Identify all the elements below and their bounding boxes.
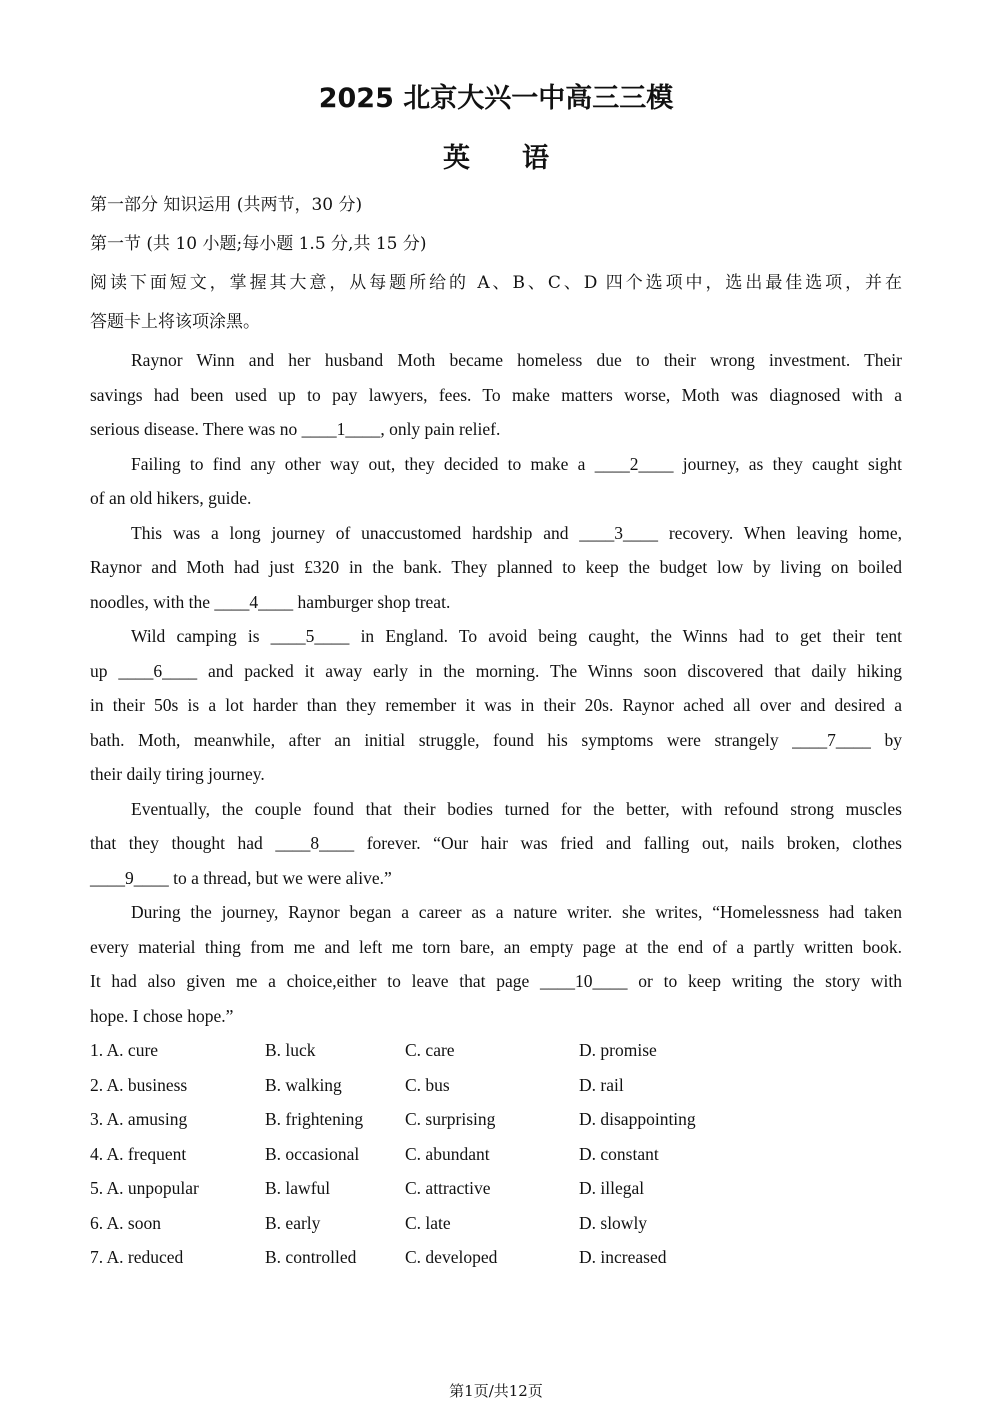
passage-line: Raynor and Moth had just £320 in the bank. They planned to keep the budget low by living on boiled bbox=[90, 557, 902, 577]
passage-line: every material thing from me and left me torn bare, an empty page at the end of a partly written book. bbox=[90, 937, 902, 957]
option-a: 5. A. unpopular bbox=[90, 1178, 199, 1198]
question-7-options bbox=[90, 1245, 902, 1269]
question-4-options bbox=[90, 1142, 902, 1166]
passage-line: up ____6____ and packed it away early in the morning. The Winns soon discovered that daily hiking bbox=[90, 661, 902, 681]
option-d: D. disappointing bbox=[579, 1109, 696, 1129]
question-3-options bbox=[90, 1107, 902, 1131]
page-number: 第1页/共12页 bbox=[449, 1382, 543, 1400]
option-a: 2. A. business bbox=[90, 1075, 188, 1095]
option-c: C. late bbox=[405, 1213, 451, 1233]
directions-line-1: 阅读下面短文，掌握其大意，从每题所给的 A、B、C、D 四个选项中，选出最佳选项，并在 bbox=[90, 273, 902, 293]
option-c: C. care bbox=[405, 1040, 455, 1060]
question-1-options bbox=[90, 1038, 902, 1062]
option-c: C. developed bbox=[405, 1247, 498, 1267]
passage-line: Eventually, the couple found that their bodies turned for the better, with refound strong muscles bbox=[131, 799, 902, 819]
question-5-options bbox=[90, 1176, 902, 1200]
option-c: C. bus bbox=[405, 1075, 450, 1095]
passage-line: Failing to find any other way out, they decided to make a ____2____ journey, as they caught sight bbox=[131, 454, 902, 474]
question-2-options bbox=[90, 1073, 902, 1097]
option-d: D. rail bbox=[579, 1075, 624, 1095]
passage-line: of an old hikers, guide. bbox=[90, 488, 252, 508]
option-c: C. surprising bbox=[405, 1109, 496, 1129]
passage-line: noodles, with the ____4____ hamburger shop treat. bbox=[90, 592, 451, 612]
option-c: C. attractive bbox=[405, 1178, 491, 1198]
directions-line-2: 答题卡上将该项涂黑。 bbox=[90, 312, 260, 332]
passage-line: ____9____ to a thread, but we were alive.” bbox=[90, 868, 392, 888]
option-a: 4. A. frequent bbox=[90, 1144, 187, 1164]
option-b: B. luck bbox=[265, 1040, 316, 1060]
passage-line: their daily tiring journey. bbox=[90, 764, 265, 784]
option-c: C. abundant bbox=[405, 1144, 490, 1164]
passage-line: It had also given me a choice,either to leave that page ____10____ or to keep writing the story with bbox=[90, 971, 902, 991]
option-d: D. slowly bbox=[579, 1213, 648, 1233]
section-heading: 第一节 (共 10 小题;每小题 1.5 分,共 15 分) bbox=[90, 234, 427, 254]
question-6-options bbox=[90, 1211, 902, 1235]
passage-line: savings had been used up to pay lawyers, fees. To make matters worse, Moth was diagnosed with a bbox=[90, 385, 902, 405]
option-b: B. early bbox=[265, 1213, 321, 1233]
option-d: D. constant bbox=[579, 1144, 659, 1164]
passage-line: in their 50s is a lot harder than they remember it was in their 20s. Raynor ached all over and desired a bbox=[90, 695, 902, 715]
subject-title: 英语 bbox=[443, 143, 601, 174]
passage-line: During the journey, Raynor began a career as a nature writer. she writes, “Homelessness had taken bbox=[131, 902, 902, 922]
option-d: D. promise bbox=[579, 1040, 657, 1060]
passage-line: bath. Moth, meanwhile, after an initial struggle, found his symptoms were strangely ____7____ by bbox=[90, 730, 902, 750]
part-heading: 第一部分 知识运用 (共两节，30 分) bbox=[90, 195, 363, 215]
option-b: B. walking bbox=[265, 1075, 342, 1095]
passage-line: serious disease. There was no ____1____, only pain relief. bbox=[90, 419, 501, 439]
option-a: 3. A. amusing bbox=[90, 1109, 188, 1129]
option-b: B. controlled bbox=[265, 1247, 357, 1267]
passage-line: This was a long journey of unaccustomed hardship and ____3____ recovery. When leaving home, bbox=[131, 523, 902, 543]
option-d: D. increased bbox=[579, 1247, 667, 1267]
option-b: B. occasional bbox=[265, 1144, 360, 1164]
option-a: 6. A. soon bbox=[90, 1213, 161, 1233]
option-d: D. illegal bbox=[579, 1178, 645, 1198]
option-b: B. lawful bbox=[265, 1178, 331, 1198]
passage-line: Wild camping is ____5____ in England. To avoid being caught, the Winns had to get their tent bbox=[131, 626, 902, 646]
passage-line: that they thought had ____8____ forever. “Our hair was fried and falling out, nails broken, clothes bbox=[90, 833, 902, 853]
option-a: 1. A. cure bbox=[90, 1040, 159, 1060]
option-a: 7. A. reduced bbox=[90, 1247, 184, 1267]
option-b: B. frightening bbox=[265, 1109, 364, 1129]
passage-line: Raynor Winn and her husband Moth became homeless due to their wrong investment. Their bbox=[131, 350, 902, 370]
exam-title: 2025 北京大兴一中高三三模 bbox=[318, 83, 674, 114]
passage-line: hope. I chose hope.” bbox=[90, 1006, 234, 1026]
